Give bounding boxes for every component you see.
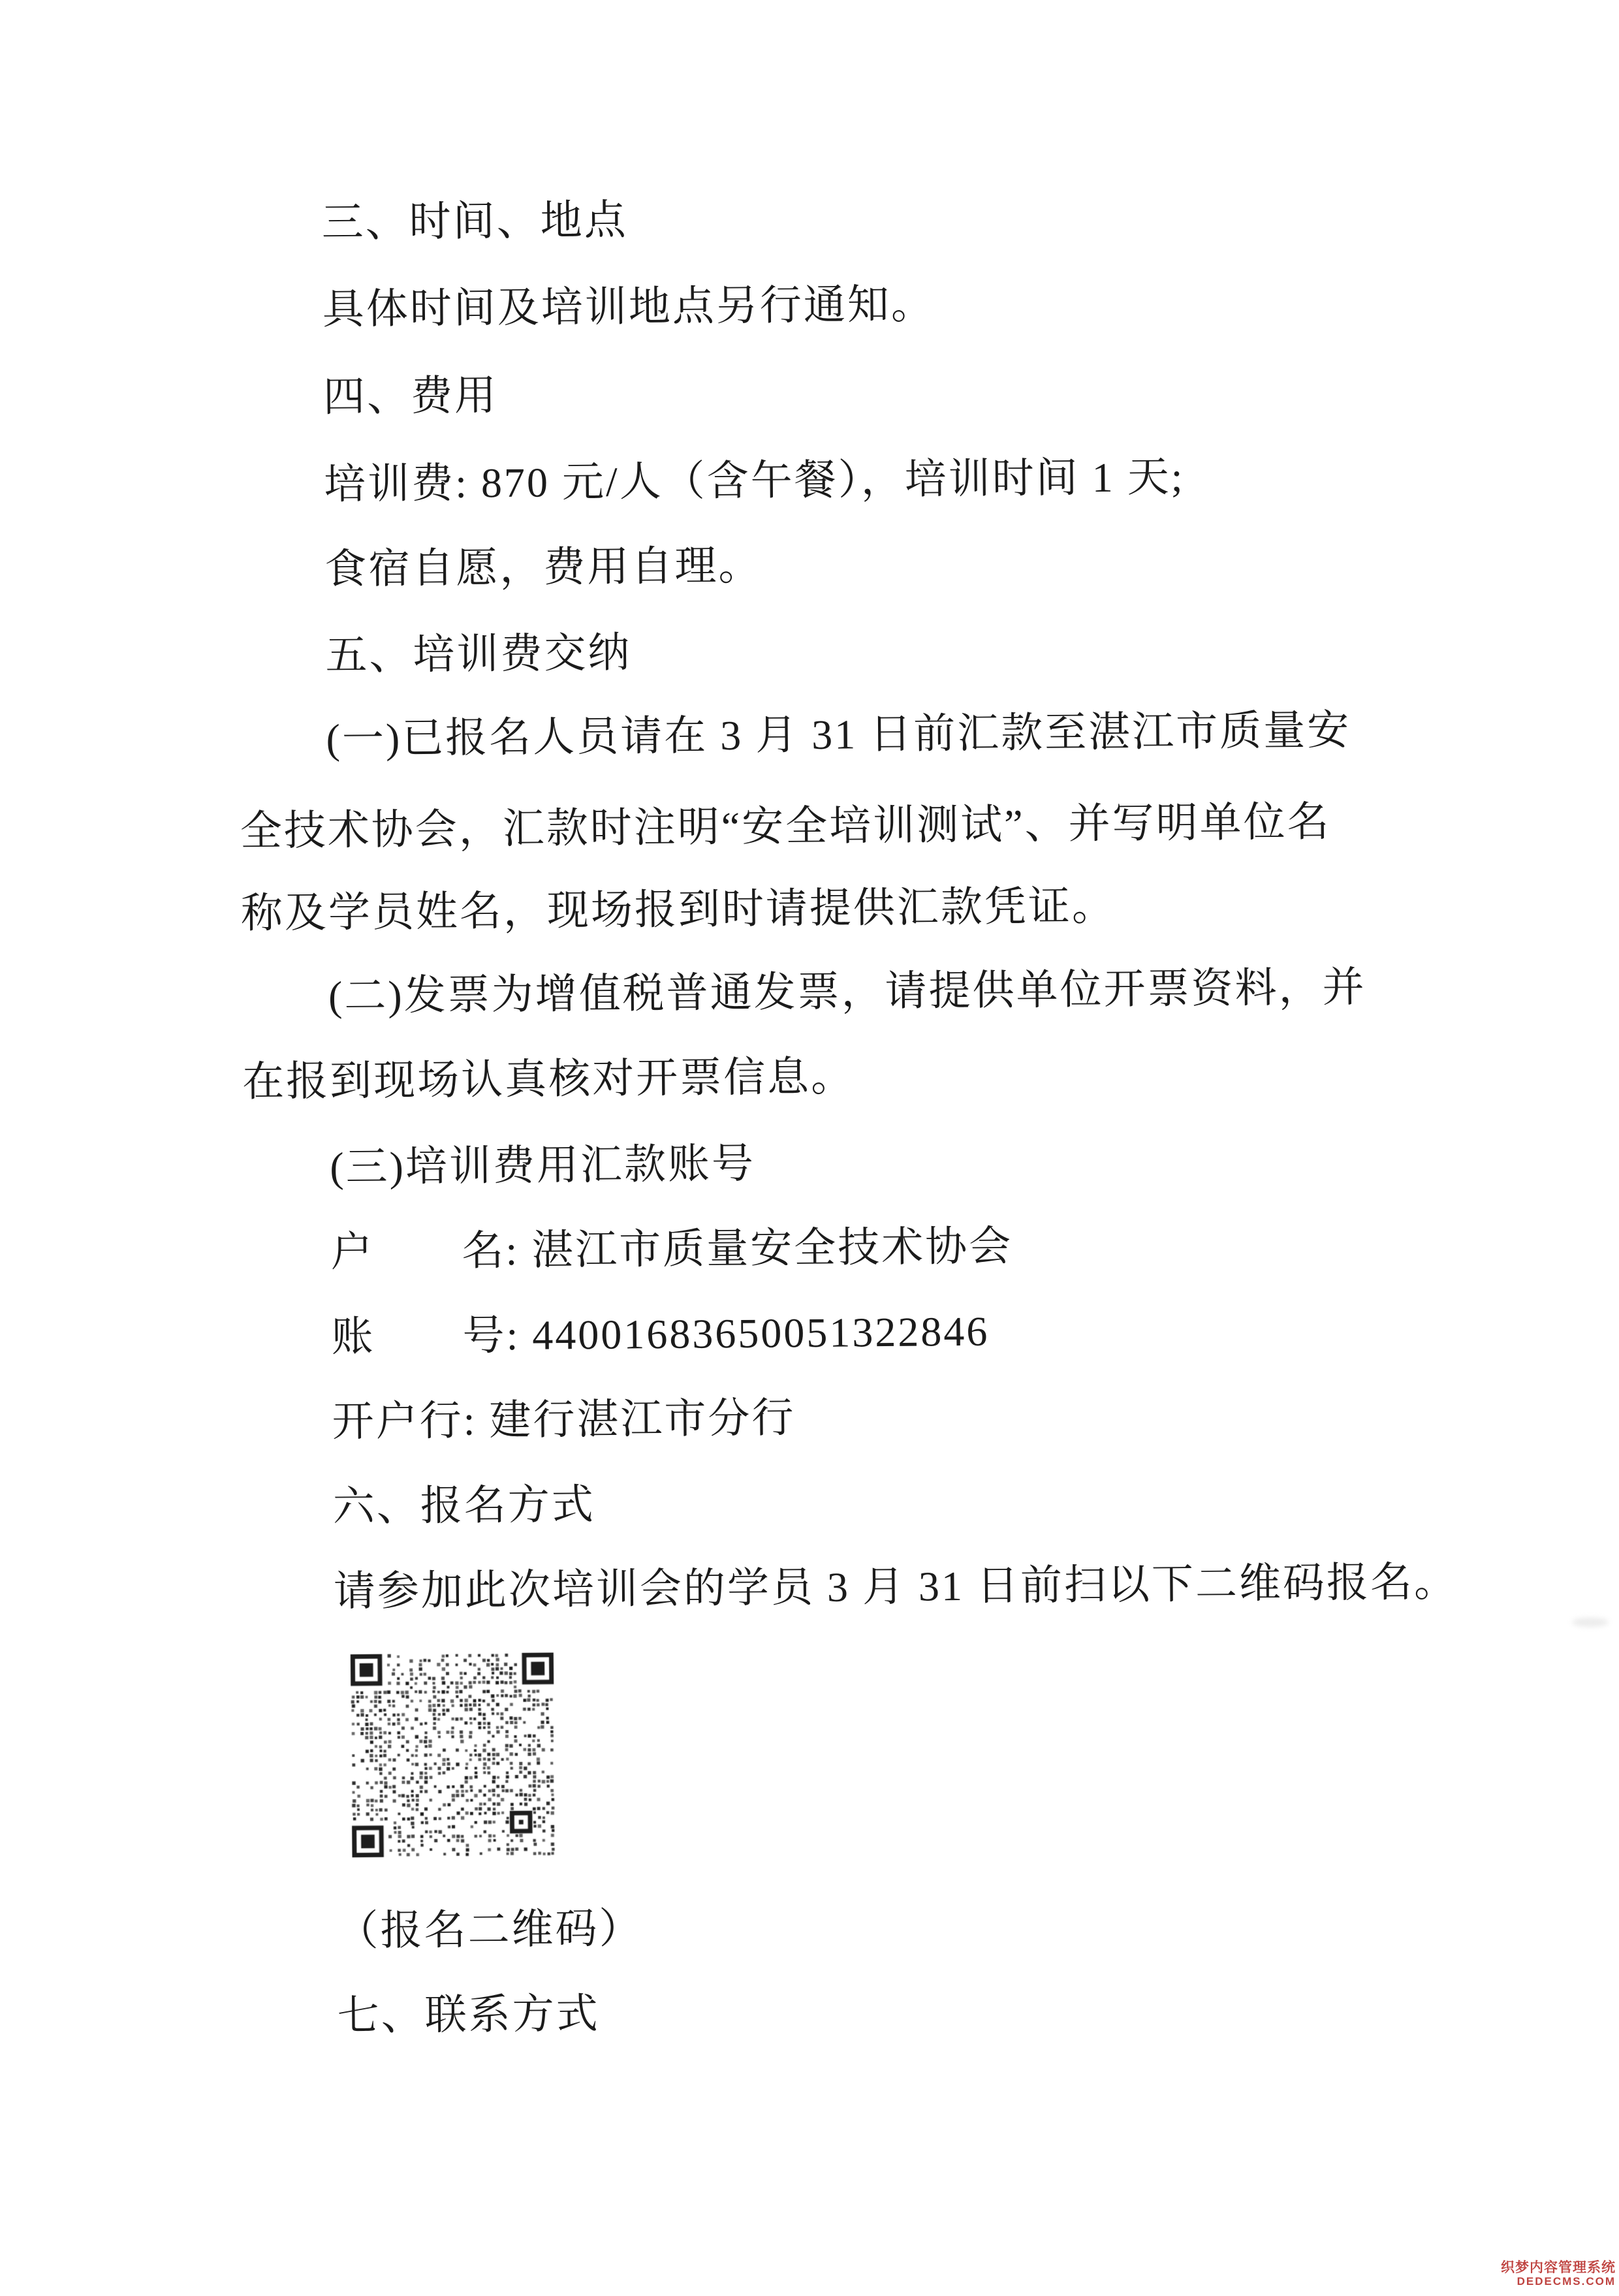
- para-payment-item1-line3: 称及学员姓名，现场报到时请提供汇款凭证。: [240, 882, 1116, 937]
- para-invoice-line1: (二)发票为增值税普通发票，请提供单位开票资料，并: [328, 964, 1366, 1020]
- heading-remittance-account: (三)培训费用汇款账号: [329, 1140, 756, 1191]
- heading-section-4: 四、费用: [322, 372, 499, 420]
- para-payment-item1-line1: (一)已报名人员请在 3 月 31 日前汇款至湛江市质量安: [326, 706, 1351, 763]
- para-time-location: 具体时间及培训地点另行通知。: [322, 281, 935, 333]
- para-payment-item1-line2: 全技术协会，汇款时注明“安全培训测试”、并写明单位名: [240, 798, 1331, 855]
- qr-code-canvas: [339, 1641, 567, 1868]
- registration-qr-code: [339, 1641, 567, 1868]
- line-account-number: 账 号: 44001683650051322846: [331, 1308, 990, 1360]
- heading-section-6: 六、报名方式: [332, 1481, 596, 1530]
- para-invoice-line2: 在报到现场认真核对开票信息。: [242, 1053, 855, 1105]
- line-bank-branch: 开户行: 建行湛江市分行: [332, 1394, 796, 1445]
- heading-section-7: 七、联系方式: [337, 1990, 600, 2039]
- para-board-expenses: 食宿自愿，费用自理。: [324, 542, 762, 593]
- para-registration-scan: 请参加此次培训会的学员 3 月 31 日前扫以下二维码报名。: [333, 1558, 1458, 1615]
- line-account-holder: 户 名: 湛江市质量安全技术协会: [330, 1223, 1013, 1276]
- heading-section-5: 五、培训费交纳: [325, 629, 632, 679]
- watermark: [1501, 2261, 1616, 2288]
- qr-caption: （报名二维码）: [336, 1905, 643, 1955]
- watermark-cms-name: 织梦内容管理系统: [1501, 2259, 1616, 2275]
- scan-smudge: [1572, 1618, 1609, 1627]
- heading-section-3: 三、时间、地点: [321, 197, 628, 246]
- para-training-fee: 培训费: 870 元/人（含午餐），培训时间 1 天;: [323, 453, 1185, 508]
- watermark-cms-domain: DEDECMS.COM: [1517, 2274, 1616, 2288]
